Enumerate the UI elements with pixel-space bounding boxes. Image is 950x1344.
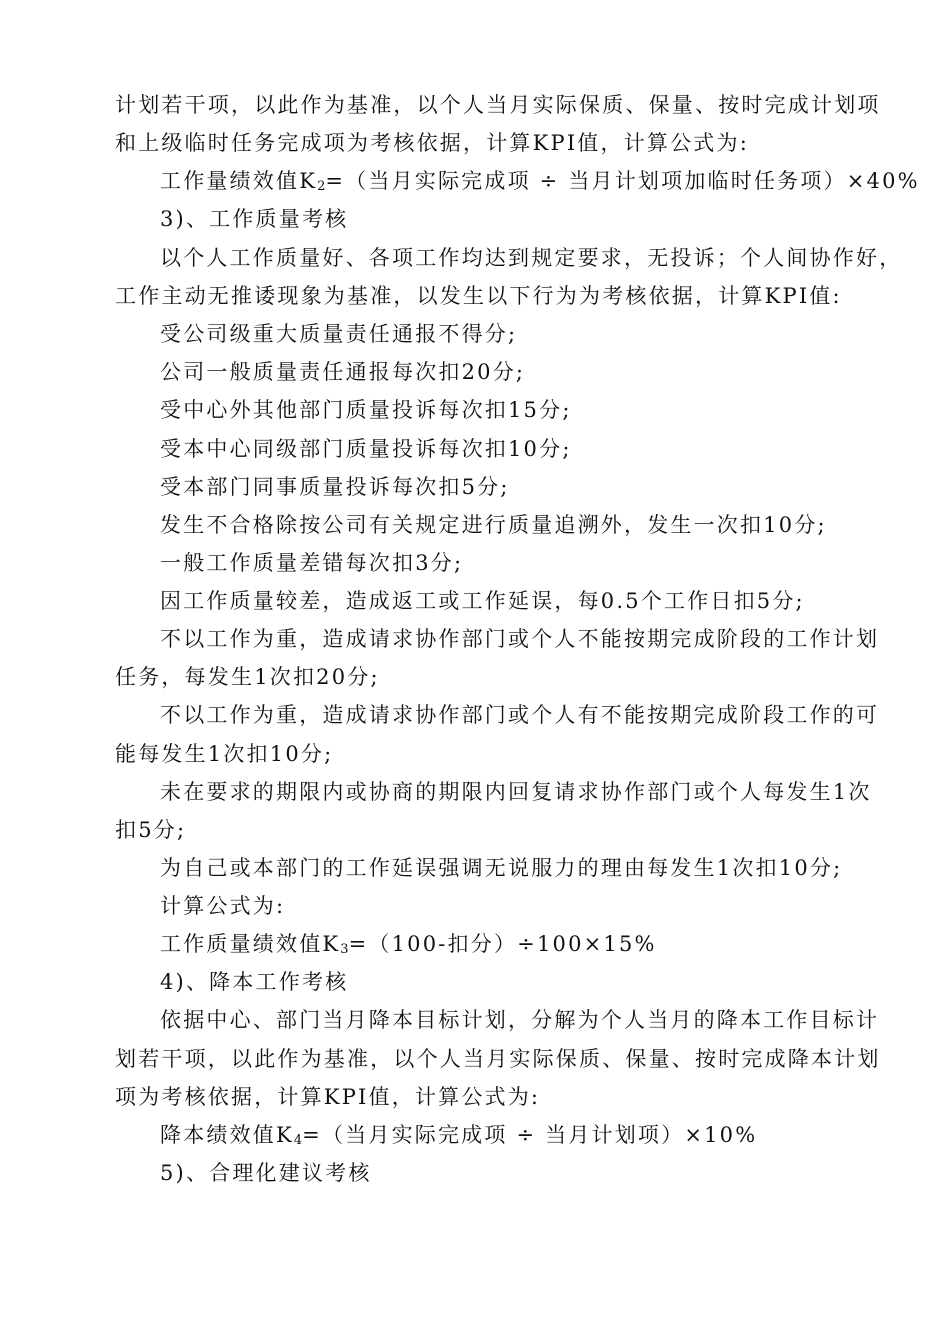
paragraph-line: 以个人工作质量好、各项工作均达到规定要求，无投诉；个人间协作好， — [160, 246, 903, 270]
paragraph-line: 工作主动无推诿现象为基准，以发生以下行为为考核依据，计算KPI值: — [115, 284, 842, 308]
formula-k3-subscript: 3 — [340, 942, 349, 957]
formula-k2 — [160, 162, 920, 200]
paragraph-line: 项为考核依据，计算KPI值，计算公式为: — [115, 1085, 541, 1109]
rule-item: 受本中心同级部门质量投诉每次扣10分; — [160, 437, 572, 461]
rule-item-continuation: 能每发生1次扣10分; — [115, 742, 334, 766]
formula-k3-prefix: 工作质量绩效值K — [160, 932, 341, 956]
formula-k4-prefix: 降本绩效值K — [160, 1123, 294, 1147]
rule-item-continuation: 扣5分; — [115, 818, 187, 842]
rule-item: 不以工作为重，造成请求协作部门或个人有不能按期完成阶段工作的可 — [160, 703, 880, 727]
rule-item: 因工作质量较差，造成返工或工作延误，每0.5个工作日扣5分; — [160, 589, 805, 613]
rule-item: 一般工作质量差错每次扣3分; — [160, 551, 464, 575]
rule-item: 未在要求的期限内或协商的期限内回复请求协作部门或个人每发生1次 — [160, 780, 872, 804]
section-heading: 4)、降本工作考核 — [160, 970, 349, 994]
rule-item-continuation: 任务，每发生1次扣20分; — [115, 665, 380, 689]
formula-k3 — [160, 925, 865, 963]
paragraph-line: 和上级临时任务完成项为考核依据，计算KPI值，计算公式为: — [115, 131, 749, 155]
rule-item: 不以工作为重，造成请求协作部门或个人不能按期完成阶段的工作计划 — [160, 627, 880, 651]
formula-k4 — [160, 1116, 865, 1154]
section-heading: 5)、合理化建议考核 — [160, 1161, 372, 1185]
rule-item: 受本部门同事质量投诉每次扣5分; — [160, 475, 510, 499]
formula-k4-subscript: 4 — [293, 1133, 303, 1148]
rule-item: 发生不合格除按公司有关规定进行质量追溯外，发生一次扣10分; — [160, 513, 827, 537]
paragraph-line: 计划若干项，以此作为基准，以个人当月实际保质、保量、按时完成计划项 — [115, 93, 881, 117]
rule-item: 为自己或本部门的工作延误强调无说服力的理由每发生1次扣10分; — [160, 856, 843, 880]
formula-k2-suffix: =（当月实际完成项 ÷ 当月计划项加临时任务项）×40% — [325, 169, 920, 193]
rule-item: 公司一般质量责任通报每次扣20分; — [160, 360, 526, 384]
paragraph-line: 依据中心、部门当月降本目标计划，分解为个人当月的降本工作目标计 — [160, 1008, 880, 1032]
rule-item: 受中心外其他部门质量投诉每次扣15分; — [160, 398, 572, 422]
formula-k4-suffix: =（当月实际完成项 ÷ 当月计划项）×10% — [302, 1123, 758, 1147]
formula-k2-subscript: 2 — [317, 179, 326, 194]
formula-k2-prefix: 工作量绩效值K — [160, 169, 318, 193]
section-heading: 3)、工作质量考核 — [160, 207, 349, 231]
paragraph-line: 计算公式为: — [160, 894, 286, 918]
rule-item: 受公司级重大质量责任通报不得分; — [160, 322, 518, 346]
formula-k3-suffix: =（100-扣分）÷100×15% — [348, 932, 657, 956]
paragraph-line: 划若干项，以此作为基准，以个人当月实际保质、保量、按时完成降本计划 — [115, 1047, 881, 1071]
